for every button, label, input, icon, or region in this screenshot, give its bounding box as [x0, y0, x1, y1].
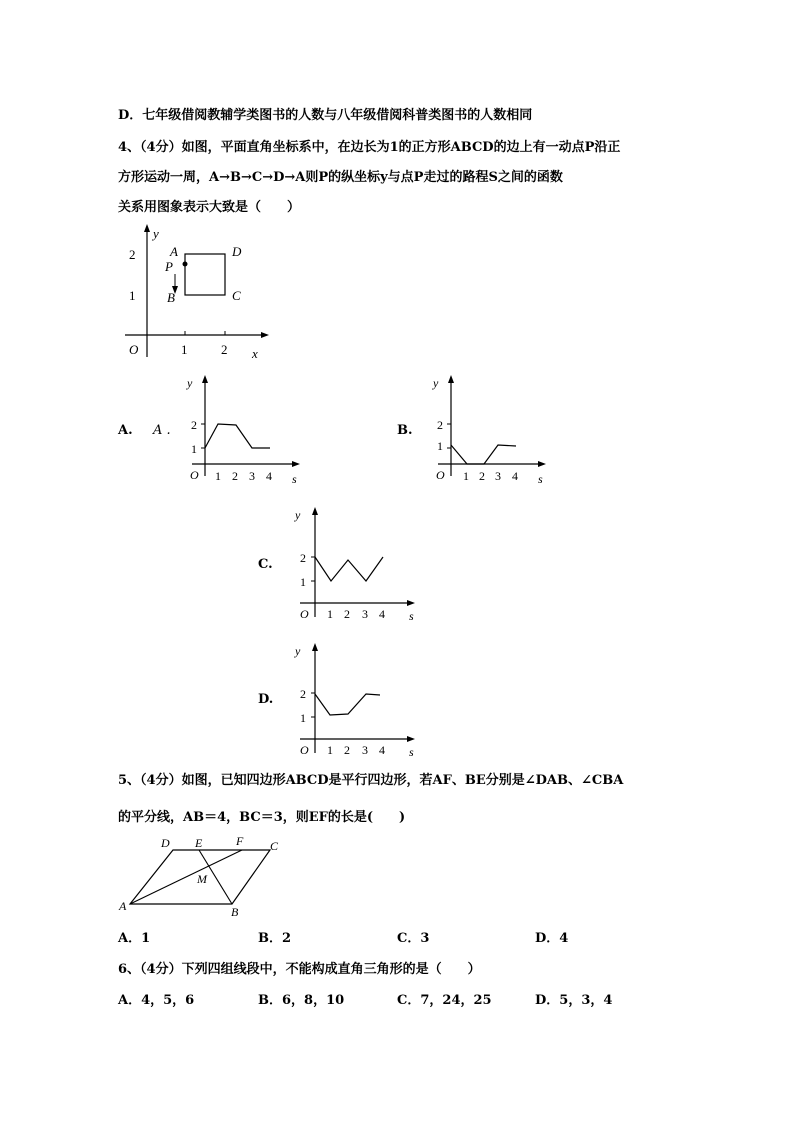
svg-text:1: 1 — [215, 469, 221, 483]
svg-text:y: y — [433, 376, 439, 390]
q4-square-figure — [115, 222, 275, 367]
svg-text:O: O — [436, 468, 445, 482]
svg-text:3: 3 — [362, 607, 368, 621]
svg-text:1: 1 — [463, 469, 469, 483]
q5-option-b: B．2 — [258, 931, 292, 946]
svg-text:2: 2 — [300, 687, 306, 701]
svg-text:2: 2 — [344, 743, 350, 757]
q4-fig-point-b: B — [167, 290, 175, 305]
q3-option-d: D．七年级借阅教辅学类图书的人数与八年级借阅科普类图书的人数相同 — [118, 108, 533, 123]
q4-fig-xtick-2: 2 — [221, 342, 228, 357]
svg-text:3: 3 — [362, 743, 368, 757]
q4-fig-point-c: C — [232, 288, 241, 303]
q5-fig-point-d: D — [161, 836, 170, 850]
q5-fig-point-a: A — [119, 899, 127, 913]
svg-text:s: s — [292, 472, 297, 485]
q4-option-d-graph — [285, 638, 420, 763]
svg-text:3: 3 — [495, 469, 501, 483]
q4-option-b-label: B. — [397, 423, 413, 438]
q4-option-a-label: A. — [118, 423, 133, 438]
q4-stem-line3: 关系用图象表示大致是（ ） — [118, 200, 301, 215]
q4-fig-xtick-1: 1 — [181, 342, 188, 357]
svg-text:4: 4 — [512, 469, 518, 483]
svg-text:y: y — [295, 508, 301, 522]
svg-text:s: s — [409, 609, 414, 623]
svg-text:3: 3 — [249, 469, 255, 483]
svg-text:O: O — [190, 468, 199, 482]
q4-fig-point-a: A — [170, 244, 178, 259]
q6-option-d: D．5，3，4 — [535, 993, 613, 1008]
svg-text:O: O — [300, 743, 309, 757]
svg-text:2: 2 — [300, 551, 306, 565]
q4-stem-line1: 4、（4分）如图，平面直角坐标系中，在边长为1的正方形ABCD的边上有一动点P沿正 — [118, 140, 621, 155]
q4-fig-ytick-2: 2 — [129, 247, 136, 262]
q4-fig-origin: O — [129, 342, 139, 357]
svg-text:1: 1 — [327, 607, 333, 621]
q5-fig-point-f: F — [236, 834, 244, 848]
q4-stem-line2: 方形运动一周，A→B→C→D→A则P的纵坐标y与点P走过的路程S之间的函数 — [118, 170, 563, 185]
q5-parallelogram-figure — [115, 832, 295, 922]
q5-fig-point-c: C — [270, 839, 279, 853]
svg-text:1: 1 — [300, 575, 306, 589]
svg-text:1: 1 — [191, 442, 197, 456]
svg-text:2: 2 — [191, 418, 197, 432]
svg-text:2: 2 — [479, 469, 485, 483]
svg-text:s: s — [538, 472, 543, 485]
q4-option-c-label: C. — [258, 557, 273, 572]
q4-option-d-label: D. — [258, 692, 274, 707]
q5-fig-point-e: E — [195, 836, 203, 850]
svg-text:2: 2 — [232, 469, 238, 483]
svg-text:O: O — [300, 607, 309, 621]
svg-text:4: 4 — [266, 469, 272, 483]
svg-text:2: 2 — [344, 607, 350, 621]
svg-text:y: y — [295, 644, 301, 658]
svg-text:y: y — [187, 376, 193, 390]
svg-text:1: 1 — [327, 743, 333, 757]
q4-fig-point-d: D — [232, 244, 242, 259]
q4-fig-x-label: x — [252, 346, 258, 361]
q4-fig-ytick-1: 1 — [129, 288, 136, 303]
q4-fig-point-p: P — [165, 259, 173, 274]
svg-text:s: s — [409, 745, 414, 759]
q6-option-c: C．7，24，25 — [397, 993, 492, 1008]
q5-option-a: A．1 — [118, 931, 151, 946]
q4-option-c-graph — [285, 502, 420, 627]
q4-fig-y-label: y — [153, 226, 159, 241]
svg-text:4: 4 — [379, 743, 385, 757]
q5-fig-point-m: M — [197, 872, 207, 886]
q5-option-c: C．3 — [397, 931, 430, 946]
q6-stem: 6、（4分）下列四组线段中，不能构成直角三角形的是（ ） — [118, 962, 481, 977]
q5-stem-line1: 5、（4分）如图，已知四边形ABCD是平行四边形，若AF、BE分别是∠DAB、∠CBA — [118, 773, 624, 788]
svg-text:4: 4 — [379, 607, 385, 621]
q4-option-b-graph — [428, 370, 553, 485]
q6-option-b: B．6，8，10 — [258, 993, 345, 1008]
svg-text:1: 1 — [437, 439, 443, 453]
svg-text:2: 2 — [437, 418, 443, 432]
q4-option-a-sublabel: A . — [153, 423, 171, 438]
q5-fig-point-b: B — [231, 905, 239, 919]
q5-option-d: D．4 — [535, 931, 569, 946]
q4-option-a-graph — [182, 370, 307, 485]
q6-option-a: A．4，5，6 — [118, 993, 195, 1008]
svg-text:1: 1 — [300, 711, 306, 725]
q5-stem-line2: 的平分线，AB＝4，BC＝3，则EF的长是( ) — [118, 810, 406, 825]
